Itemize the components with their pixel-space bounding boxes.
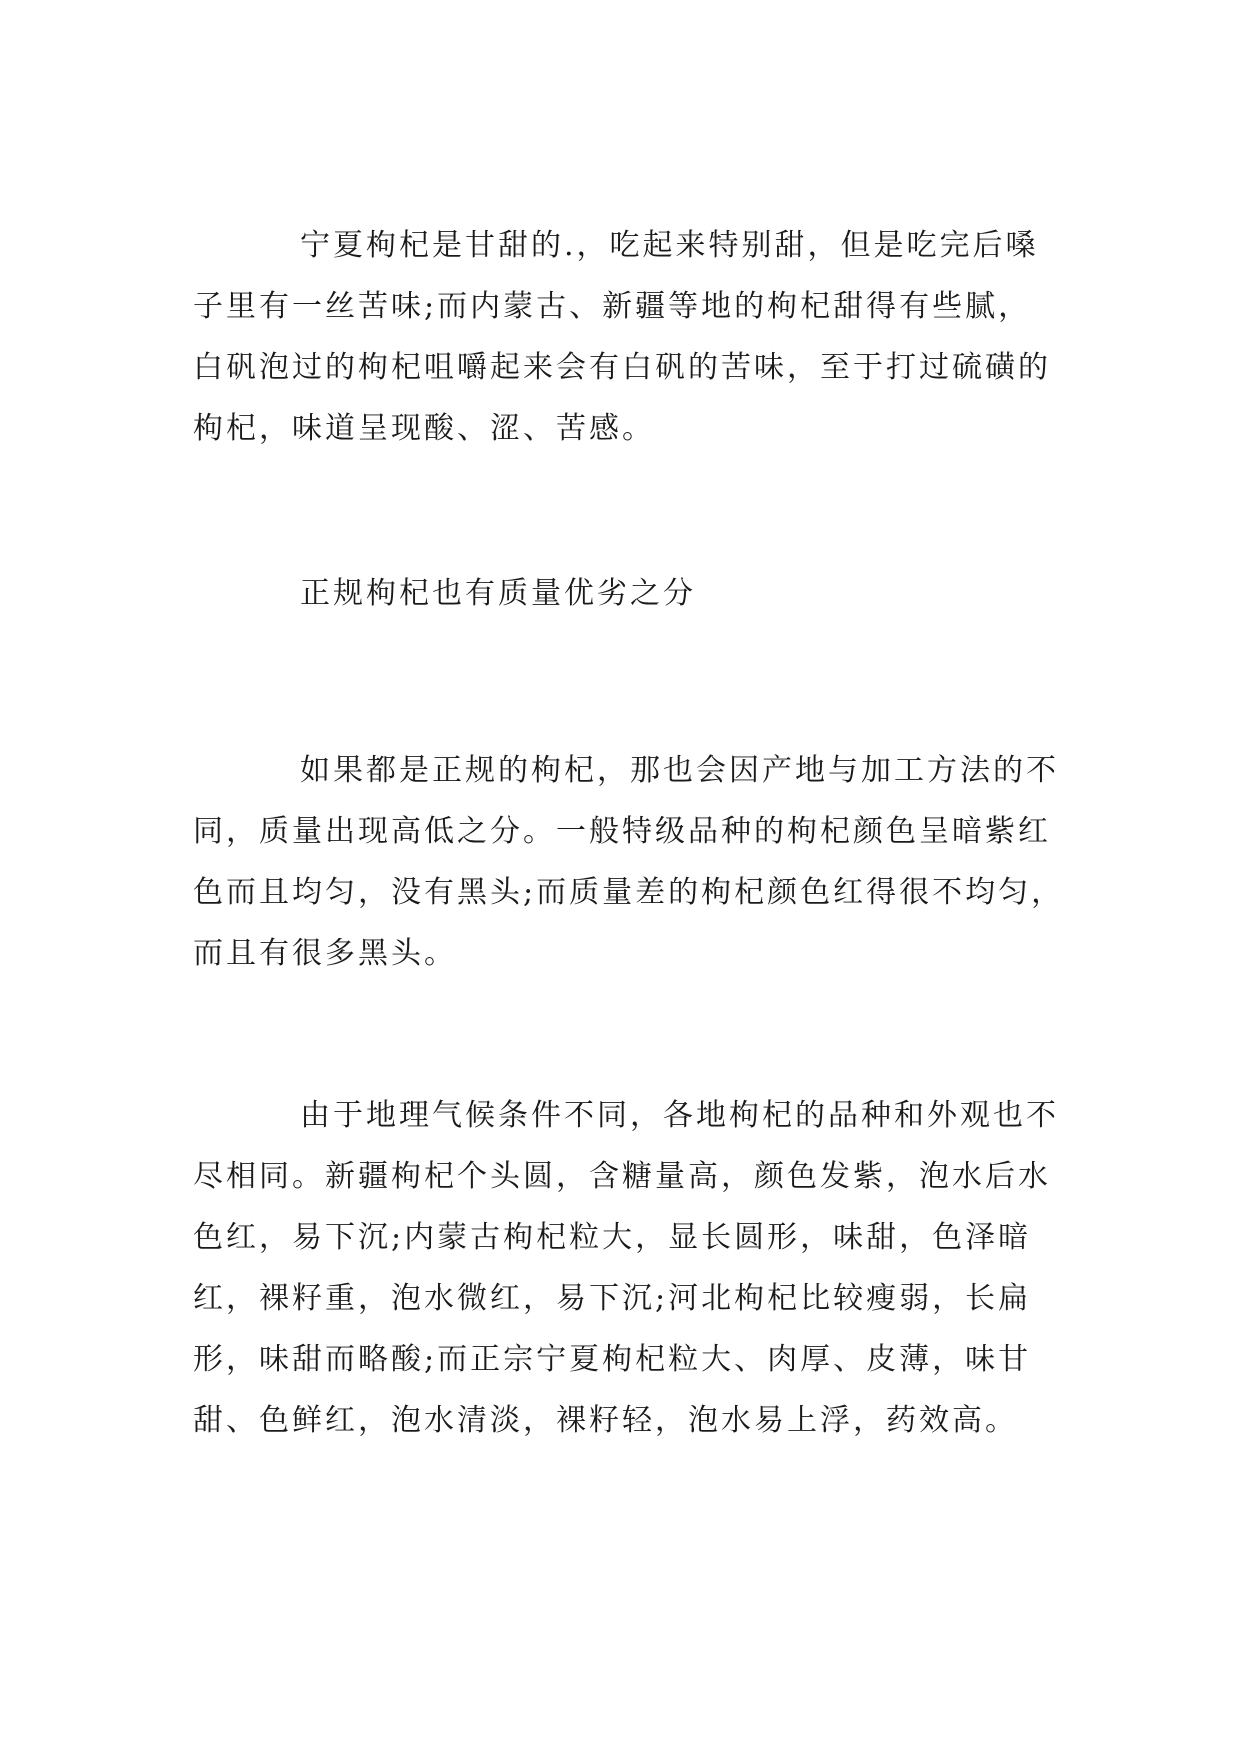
text-line: 如果都是正规的枸杞，那也会因产地与加工方法的不 <box>300 753 1059 788</box>
heading-text: 正规枸杞也有质量优劣之分 <box>300 576 696 611</box>
paragraph-regions <box>193 1085 1063 1451</box>
text-line: 尽相同。新疆枸杞个头圆，含糖量高，颜色发紫，泡水后水 <box>193 1159 1051 1194</box>
text-line: 而且有很多黑头。 <box>193 936 457 971</box>
text-line: 子里有一丝苦味;而内蒙古、新疆等地的枸杞甜得有些腻， <box>193 289 1032 324</box>
text-line: 色红，易下沉;内蒙古枸杞粒大，显长圆形，味甜，色泽暗 <box>193 1220 1032 1255</box>
text-line: 同，质量出现高低之分。一般特级品种的枸杞颜色呈暗紫红 <box>193 814 1051 849</box>
text-line: 红，裸籽重，泡水微红，易下沉;河北枸杞比较瘦弱，长扁 <box>193 1281 1032 1316</box>
paragraph-taste <box>193 215 1063 459</box>
paragraph-quality <box>193 740 1063 984</box>
section-heading <box>193 563 1063 624</box>
text-line: 宁夏枸杞是甘甜的.，吃起来特别甜，但是吃完后嗓 <box>300 228 1039 263</box>
text-line: 色而且均匀，没有黑头;而质量差的枸杞颜色红得很不均匀， <box>193 875 1065 910</box>
text-line: 由于地理气候条件不同，各地枸杞的品种和外观也不 <box>300 1098 1059 1133</box>
text-line: 白矾泡过的枸杞咀嚼起来会有白矾的苦味，至于打过硫磺的 <box>193 350 1051 385</box>
text-line: 甜、色鲜红，泡水清淡，裸籽轻，泡水易上浮，药效高。 <box>193 1403 1018 1438</box>
text-line: 枸杞，味道呈现酸、涩、苦感。 <box>193 411 655 446</box>
text-line: 形，味甜而略酸;而正宗宁夏枸杞粒大、肉厚、皮薄，味甘 <box>193 1342 1032 1377</box>
